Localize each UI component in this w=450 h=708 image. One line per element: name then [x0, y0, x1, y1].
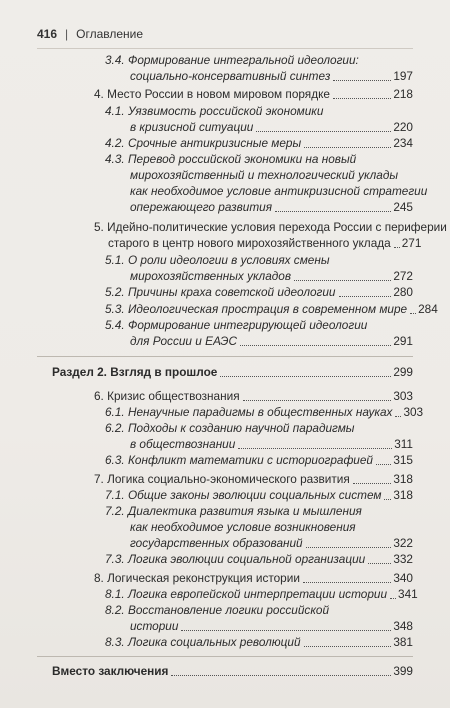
toc-entry-number: 4.3. — [105, 152, 125, 166]
toc-entry-6-3[interactable] — [105, 453, 413, 468]
toc-page-number: 220 — [393, 120, 413, 134]
toc-page-number: 311 — [394, 437, 413, 451]
toc-section-number: 4. — [94, 87, 104, 101]
toc-entry-number: 8.1. — [105, 587, 125, 601]
toc-entry-title: Перевод российской экономики на новый — [127, 152, 357, 166]
toc-entry-title: Срочные антикризисные меры — [127, 136, 302, 150]
toc-entry-number: 5.4. — [105, 318, 125, 332]
leader-dots — [181, 630, 391, 631]
toc-page-number: 318 — [393, 488, 413, 502]
toc-entry-title: Формирование интегральной идеологии: — [127, 53, 359, 67]
toc-section-number: 7. — [94, 472, 104, 486]
toc-entry-number: 7.3. — [105, 552, 125, 566]
toc-entry-6-1[interactable] — [105, 405, 424, 420]
toc-entry-7-2-line1 — [105, 504, 362, 519]
toc-entry-number: 4.2. — [105, 136, 125, 150]
toc-entry-4-1[interactable] — [130, 120, 413, 135]
toc-page-number: 399 — [393, 664, 413, 678]
toc-entry-4-1-line1 — [105, 104, 323, 119]
toc-section-title: Кризис обществознания — [107, 389, 240, 403]
toc-page-number: 284 — [418, 302, 438, 316]
toc-entry-number: 8.2. — [105, 603, 125, 617]
toc-entry-title: для России и ЕАЭС — [130, 334, 237, 348]
toc-page-number: 322 — [393, 536, 413, 550]
toc-entry-7-3[interactable] — [105, 552, 413, 567]
toc-page-number: 303 — [393, 389, 413, 403]
toc-page-number: 291 — [393, 334, 413, 348]
toc-entry-title: Логика социальных революций — [127, 635, 301, 649]
toc-entry-5-4[interactable] — [130, 334, 413, 349]
leader-dots — [256, 131, 391, 132]
toc-section-5-line1 — [94, 220, 447, 235]
leader-dots — [368, 563, 391, 564]
toc-entry-title: Уязвимость российской экономики — [127, 104, 324, 118]
toc-entry-number: 5.2. — [105, 285, 125, 299]
toc-entry-4-3[interactable] — [130, 200, 413, 215]
header-title: Оглавление — [76, 27, 144, 41]
toc-entry-7-1[interactable] — [105, 488, 413, 503]
toc-entry-title: Общие законы эволюции социальных систем — [127, 488, 382, 502]
toc-section-5[interactable] — [108, 236, 422, 251]
toc-page-number: 245 — [393, 200, 413, 214]
toc-entry-title: Логика эволюции социальной организации — [127, 552, 366, 566]
toc-section-7[interactable] — [94, 472, 413, 487]
toc-entry-number: 4.1. — [105, 104, 125, 118]
toc-entry-5-1-line1 — [105, 253, 330, 268]
toc-entry-number: 3.4. — [105, 53, 125, 67]
leader-dots — [275, 211, 391, 212]
toc-page-number: 299 — [393, 365, 413, 379]
toc-section-4[interactable] — [94, 87, 413, 102]
leader-dots — [395, 416, 401, 417]
toc-entry-8-3[interactable] — [105, 635, 413, 650]
leader-dots — [306, 547, 392, 548]
toc-entry-5-4-line1 — [105, 318, 367, 333]
toc-page-number: 381 — [393, 635, 413, 649]
page-number: 416 — [37, 27, 58, 41]
toc-entry-3-4-line1 — [105, 53, 359, 68]
toc-entry-title: мирохозяйственных укладов — [130, 269, 291, 283]
leader-dots — [333, 98, 391, 99]
toc-entry-title: Диалектика развития языка и мышления — [127, 504, 362, 518]
toc-page-number: 218 — [393, 87, 413, 101]
leader-dots — [333, 80, 391, 81]
toc-page-number: 280 — [393, 285, 413, 299]
toc-entry-number: 6.3. — [105, 453, 125, 467]
toc-entry-4-3-line1 — [105, 152, 356, 167]
toc-entry-number: 5.3. — [105, 302, 125, 316]
toc-entry-title: Логика европейской интерпретации истории — [127, 587, 388, 601]
leader-dots — [390, 598, 396, 599]
toc-entry-title: Конфликт математики с историографией — [127, 453, 373, 467]
toc-entry-number: 7.1. — [105, 488, 125, 502]
toc-entry-number: 6.2. — [105, 421, 125, 435]
toc-entry-3-4[interactable] — [130, 69, 413, 84]
toc-page-number: 234 — [393, 136, 413, 150]
toc-section-title: 4. Место России в новом мировом порядке — [94, 87, 330, 101]
toc-entry-title: Подходы к созданию научной парадигмы — [127, 421, 355, 435]
toc-entry-title: государственных образований — [130, 536, 303, 550]
leader-dots — [220, 376, 391, 377]
toc-entry-title: истории — [130, 619, 179, 633]
toc-entry-title: в обществознании — [130, 437, 236, 451]
toc-entry-8-1[interactable] — [105, 587, 418, 602]
leader-dots — [353, 483, 392, 484]
part-divider — [37, 356, 413, 357]
toc-entry-title: Восстановление логики российской — [127, 603, 330, 617]
toc-entry-4-3-line3: как необходимое условие антикризисной стратегии — [130, 184, 428, 198]
toc-section-title: Идейно-политические условия перехода России с периферии — [107, 220, 447, 234]
toc-section-number: 8. — [94, 571, 104, 585]
toc-entry-title: Формирование интегрирующей идеологии — [127, 318, 368, 332]
toc-section-title: Логика социально-экономического развития — [107, 472, 350, 486]
leader-dots — [410, 313, 416, 314]
toc-entry-number: 8.3. — [105, 635, 125, 649]
toc-entry-4-3-line2: мирохозяйственный и технологический уклады — [130, 168, 399, 182]
toc-entry-title: в кризисной ситуации — [130, 120, 254, 134]
toc-entry-number: 5.1. — [105, 253, 125, 267]
leader-dots — [394, 247, 400, 248]
toc-entry-title: социально-консервативный синтез — [130, 69, 331, 83]
toc-entry-8-2-line1 — [105, 603, 329, 618]
toc-entry-5-2[interactable] — [105, 285, 413, 300]
toc-entry-title: Ненаучные парадигмы в общественных науках — [127, 405, 393, 419]
toc-page-number: 341 — [398, 587, 418, 601]
toc-part-title: Раздел 2. Взгляд в прошлое — [52, 365, 218, 379]
toc-section-number: 5. — [94, 220, 104, 234]
leader-dots — [303, 582, 391, 583]
leader-dots — [243, 400, 392, 401]
toc-entry-4-2[interactable] — [105, 136, 413, 151]
leader-dots — [376, 464, 391, 465]
toc-part-title: Вместо заключения — [52, 664, 169, 678]
toc-section-title: старого в центр нового мирохозяйственного уклада — [108, 236, 391, 250]
toc-entry-title: опережающего развития — [130, 200, 273, 214]
leader-dots — [238, 448, 392, 449]
toc-entry-7-2-line2: как необходимое условие возникновения — [130, 520, 356, 534]
toc-section-title: Логическая реконструкция истории — [107, 571, 300, 585]
part-divider — [37, 656, 413, 657]
toc-conclusion[interactable] — [52, 664, 413, 679]
leader-dots — [304, 646, 392, 647]
toc-entry-5-1[interactable] — [130, 269, 413, 284]
toc-entry-8-2[interactable] — [130, 619, 413, 634]
leader-dots — [339, 296, 392, 297]
toc-page-number: 318 — [393, 472, 413, 486]
leader-dots — [240, 345, 391, 346]
toc-section-8[interactable] — [94, 571, 413, 586]
header-separator: | — [65, 27, 69, 41]
toc-page-number: 197 — [393, 69, 413, 83]
leader-dots — [304, 147, 391, 148]
toc-entry-7-2[interactable] — [130, 536, 413, 551]
toc-page-number: 303 — [403, 405, 424, 419]
leader-dots — [294, 280, 391, 281]
toc-part-2[interactable] — [52, 365, 413, 380]
toc-page-number: 340 — [393, 571, 413, 585]
toc-section-number: 6. — [94, 389, 104, 403]
toc-page-number: 271 — [401, 236, 422, 250]
toc-entry-5-3[interactable] — [105, 302, 438, 317]
leader-dots — [384, 499, 391, 500]
toc-section-6[interactable] — [94, 389, 413, 404]
toc-entry-number: 7.2. — [105, 504, 125, 518]
toc-entry-number: 6.1. — [105, 405, 125, 419]
toc-page-number: 272 — [393, 269, 413, 283]
toc-entry-title: Идеологическая прострация в современном мире — [127, 302, 408, 316]
toc-page-number: 348 — [393, 619, 413, 633]
leader-dots — [171, 675, 391, 676]
toc-page-number: 315 — [393, 453, 413, 467]
toc-page-number: 332 — [393, 552, 413, 566]
toc-entry-title: О роли идеологии в условиях смены — [127, 253, 330, 267]
toc-entry-6-2-line1 — [105, 421, 354, 436]
toc-entry-title: Причины краха советской идеологии — [127, 285, 336, 299]
toc-entry-6-2[interactable] — [130, 437, 413, 452]
